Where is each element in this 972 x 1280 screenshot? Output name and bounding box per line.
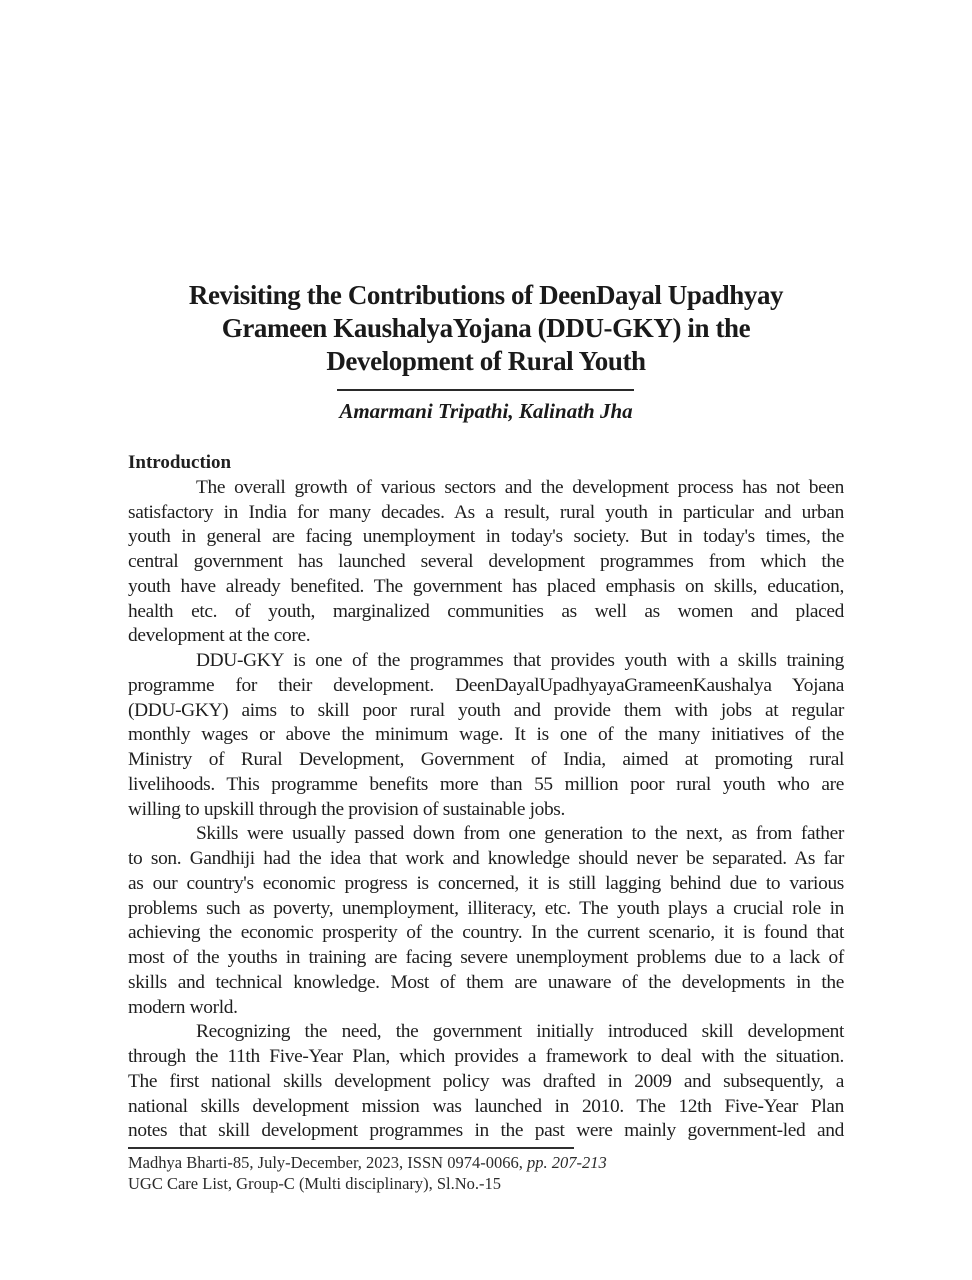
text-line: livelihoods. This programme benefits more than 55 million poor rural youth who are	[128, 773, 844, 795]
text-line: problems such as poverty, unemployment, illiteracy, etc. The youth plays a crucial role in	[128, 897, 844, 919]
section-heading: Introduction	[128, 452, 232, 473]
title-divider	[337, 389, 634, 391]
text-line: Skills were usually passed down from one generation to the next, as from father	[196, 823, 844, 845]
text-line: The first national skills development policy was drafted in 2009 and subsequently, a	[128, 1070, 844, 1092]
authors: Amarmani Tripathi, Kalinath Jha	[339, 399, 633, 423]
text-line: willing to upskill through the provision of sustainable jobs.	[128, 798, 566, 820]
text-line: youth have already benefited. The government has placed emphasis on skills, education,	[128, 575, 844, 597]
text-line: (DDU-GKY) aims to skill poor rural youth and provide them with jobs at regular	[128, 699, 844, 721]
text-line: through the 11th Five-Year Plan, which provides a framework to deal with the situation.	[128, 1046, 844, 1067]
text-line: development at the core.	[128, 625, 311, 647]
text-line: youth in general are facing unemployment in today's society. But in today's times, the	[128, 526, 844, 548]
page-range: pp. 207-213	[526, 1153, 607, 1172]
text-line: monthly wages or above the minimum wage. It is one of the many initiatives of the	[128, 724, 844, 746]
text-line: satisfactory in India for many decades. As a result, rural youth in particular and urban	[128, 501, 844, 523]
text-line: programme for their development. DeenDayalUpadhyayaGrameenKaushalya Yojana	[128, 674, 844, 696]
text-line: to son. Gandhiji had the idea that work and knowledge should never be separated. As far	[128, 848, 844, 869]
text-line: Ministry of Rural Development, Government of India, aimed at promoting rural	[128, 749, 844, 770]
text-line: DDU-GKY is one of the programmes that provides youth with a skills training	[196, 650, 844, 671]
article-title	[0, 279, 972, 378]
text-line: as our country's economic progress is concerned, it is still lagging behind due to various	[128, 872, 844, 894]
paragraph	[128, 822, 844, 1020]
text-line: skills and technical knowledge. Most of them are unaware of the developments in the	[128, 971, 844, 993]
paragraph	[128, 1020, 844, 1144]
ugc-listing-line: UGC Care List, Group-C (Multi disciplinary), Sl.No.-15	[128, 1174, 502, 1193]
text-line: modern world.	[128, 996, 238, 1018]
text-line: most of the youths in training are facing severe unemployment problems due to a lack of	[128, 947, 844, 968]
text-line: notes that skill development programmes in the past were mainly government-led and	[128, 1120, 844, 1142]
text-line: central government has launched several development programmes from which the	[128, 551, 844, 572]
paragraph	[128, 476, 844, 649]
title-line: Development of Rural Youth	[326, 346, 646, 376]
text-line: national skills development mission was launched in 2010. The 12th Five-Year Plan	[128, 1095, 844, 1117]
citation-text: Madhya Bharti-85, July-December, 2023, ISSN 0974-0066,	[128, 1153, 523, 1172]
citation-line	[128, 1152, 844, 1173]
journal-footer	[128, 1152, 844, 1194]
paragraph	[128, 649, 844, 822]
text-line: health etc. of youth, marginalized communities as well as women and placed	[128, 600, 844, 622]
title-line: Revisiting the Contributions of DeenDayal Upadhyay	[188, 280, 784, 310]
text-line: Recognizing the need, the government initially introduced skill development	[196, 1021, 844, 1043]
text-line: achieving the economic prosperity of the country. In the current scenario, it is found that	[128, 922, 844, 944]
title-line: Grameen KaushalyaYojana (DDU-GKY) in the	[221, 313, 751, 343]
article-body	[128, 451, 844, 1144]
footnote-divider	[128, 1147, 574, 1149]
text-line: The overall growth of various sectors and the development process has not been	[196, 476, 844, 498]
